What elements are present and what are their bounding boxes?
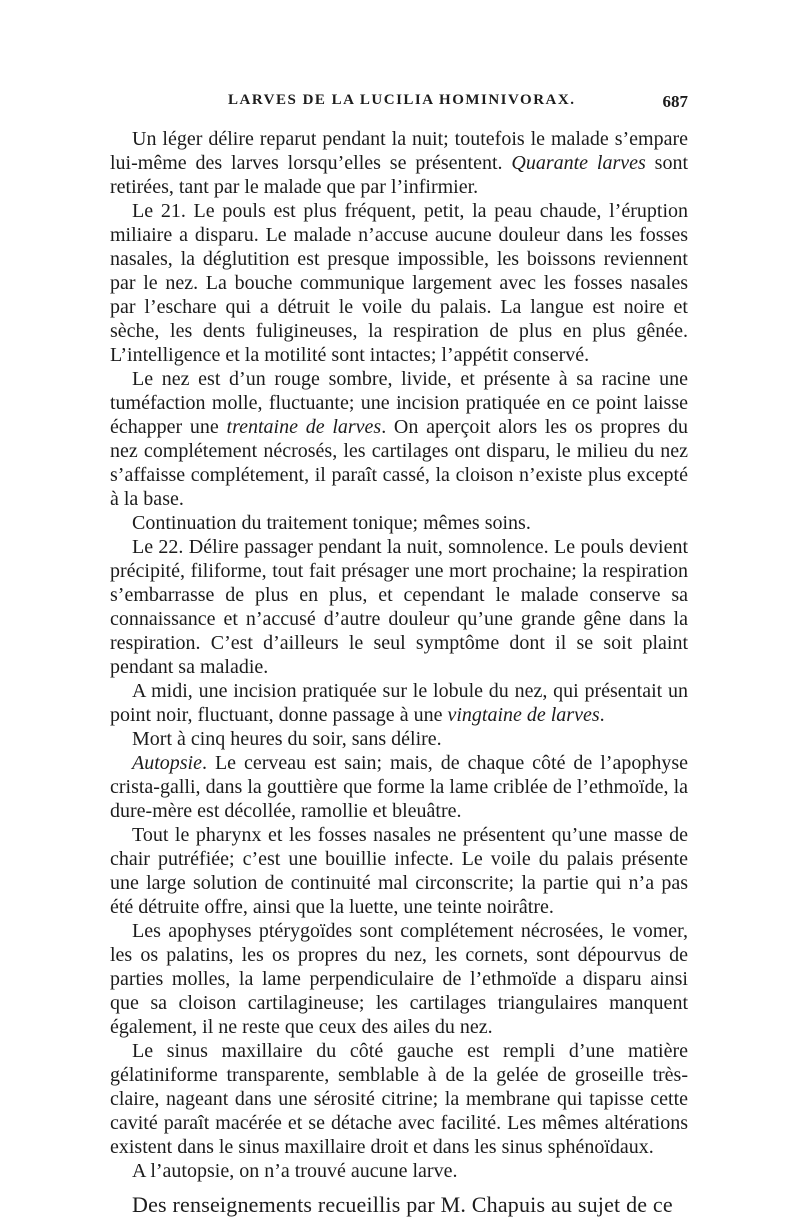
text-segment: A l’autopsie, on n’a trouvé aucune larve. bbox=[132, 1160, 458, 1182]
page-number: 687 bbox=[662, 92, 688, 111]
text-segment: Le sinus maxillaire du côté gauche est rempli d’une matière gélatiniforme transparente, semblable à de la gelée de groseille très-claire, nageant dans une sérosité citrine; la membrane qui tapisse cette cavité paraît macérée et se détache avec facilité. Les mêmes altérations existent dans le sinus maxillaire droit et dans les sinus sphénoïdaux. bbox=[110, 1040, 688, 1158]
italic-text: vingtaine de larves bbox=[447, 704, 600, 726]
text-segment: Le 22. Délire passager pendant la nuit, somnolence. Le pouls devient précipité, filiforme, tout fait présager une mort prochaine; la respiration s’embarrasse de plus en plus, et cependant le malade conserve sa connaissance et n’accusé d’autre douleur qu’une grande gêne dans la respiration. C’est d’ailleurs le seul symptôme dont il se soit plaint pendant sa maladie. bbox=[110, 536, 688, 678]
text-segment: Un léger délire reparut pendant la nuit; toutefois le malade s’empare lui-même des larves lorsqu’elles se présentent. bbox=[110, 128, 688, 174]
text-segment: . Le cerveau est sain; mais, de chaque côté de l’apophyse crista-galli, dans la gouttière que forme la lame criblée de l’ethmoïde, la dure-mère est décollée, ramollie et bleuâtre. bbox=[110, 752, 688, 822]
text-segment: Mort à cinq heures du soir, sans délire. bbox=[132, 728, 442, 750]
paragraph bbox=[110, 367, 688, 511]
page-header bbox=[110, 92, 688, 122]
paragraph bbox=[110, 919, 688, 1039]
paragraph bbox=[110, 751, 688, 823]
body-text bbox=[110, 127, 688, 1219]
italic-text: Autopsie bbox=[132, 752, 202, 774]
paragraph bbox=[110, 199, 688, 367]
paragraph bbox=[110, 679, 688, 727]
paragraph bbox=[110, 823, 688, 919]
text-segment: . On aperçoit alors les os propres du nez complétement nécrosés, les cartilages ont disparu, le milieu du nez s’affaisse complétement, il paraît cassé, la cloison n’existe plus excepté à la base. bbox=[110, 416, 689, 510]
text-segment: Continuation du traitement tonique; mêmes soins. bbox=[132, 512, 531, 534]
paragraph bbox=[110, 511, 688, 535]
text-segment: sont retirées, tant par le malade que par l’infirmier. bbox=[110, 152, 688, 198]
paragraph bbox=[110, 127, 688, 199]
running-title: LARVES DE LA LUCILIA HOMINIVORAX. bbox=[228, 92, 576, 108]
text-segment: A midi, une incision pratiquée sur le lobule du nez, qui présentait un point noir, fluctuant, donne passage à une bbox=[110, 680, 688, 726]
text-segment: Le 21. Le pouls est plus fréquent, petit, la peau chaude, l’éruption miliaire a disparu. Le malade n’accuse aucune douleur dans les fosses nasales, la déglutition est presque impossible, les boissons reviennent par le nez. La bouche communique largement avec les fosses nasales par l’eschare qui a détruit le voile du palais. La langue est noire et sèche, les dents fuligineuses, la respiration de plus en plus gênée. L’intelligence et la motilité sont intactes; l’appétit conservé. bbox=[110, 200, 688, 366]
text-segment: . bbox=[599, 704, 605, 726]
paragraph bbox=[110, 727, 688, 751]
text-segment: Des renseignements recueillis par M. Chapuis au sujet de ce bbox=[132, 1192, 673, 1217]
paragraph bbox=[110, 1159, 688, 1183]
text-segment: Le nez est d’un rouge sombre, livide, et présente à sa racine une tuméfaction molle, fluctuante; une incision pratiquée en ce point laisse échapper une bbox=[110, 368, 688, 438]
text-segment: Les apophyses ptérygoïdes sont complétement nécrosées, le vomer, les os palatins, les os propres du nez, les cornets, sont dépourvus de parties molles, la lame perpendiculaire de l’ethmoïde a disparu ainsi que sa cloison cartilagineuse; les cartilages triangulaires manquent également, il ne reste que ceux des ailes du nez. bbox=[110, 920, 688, 1038]
paragraph bbox=[110, 535, 688, 679]
italic-text: trentaine de larves bbox=[226, 416, 382, 438]
text-segment: Tout le pharynx et les fosses nasales ne présentent qu’une masse de chair putréfiée; c’est une bouillie infecte. Le voile du palais présente une large solution de continuité mal circonscrite; la partie qui n’a pas été détruite offre, ainsi que la luette, une teinte noirâtre. bbox=[110, 824, 688, 918]
paragraph bbox=[110, 1039, 688, 1159]
italic-text: Quarante larves bbox=[511, 152, 646, 174]
